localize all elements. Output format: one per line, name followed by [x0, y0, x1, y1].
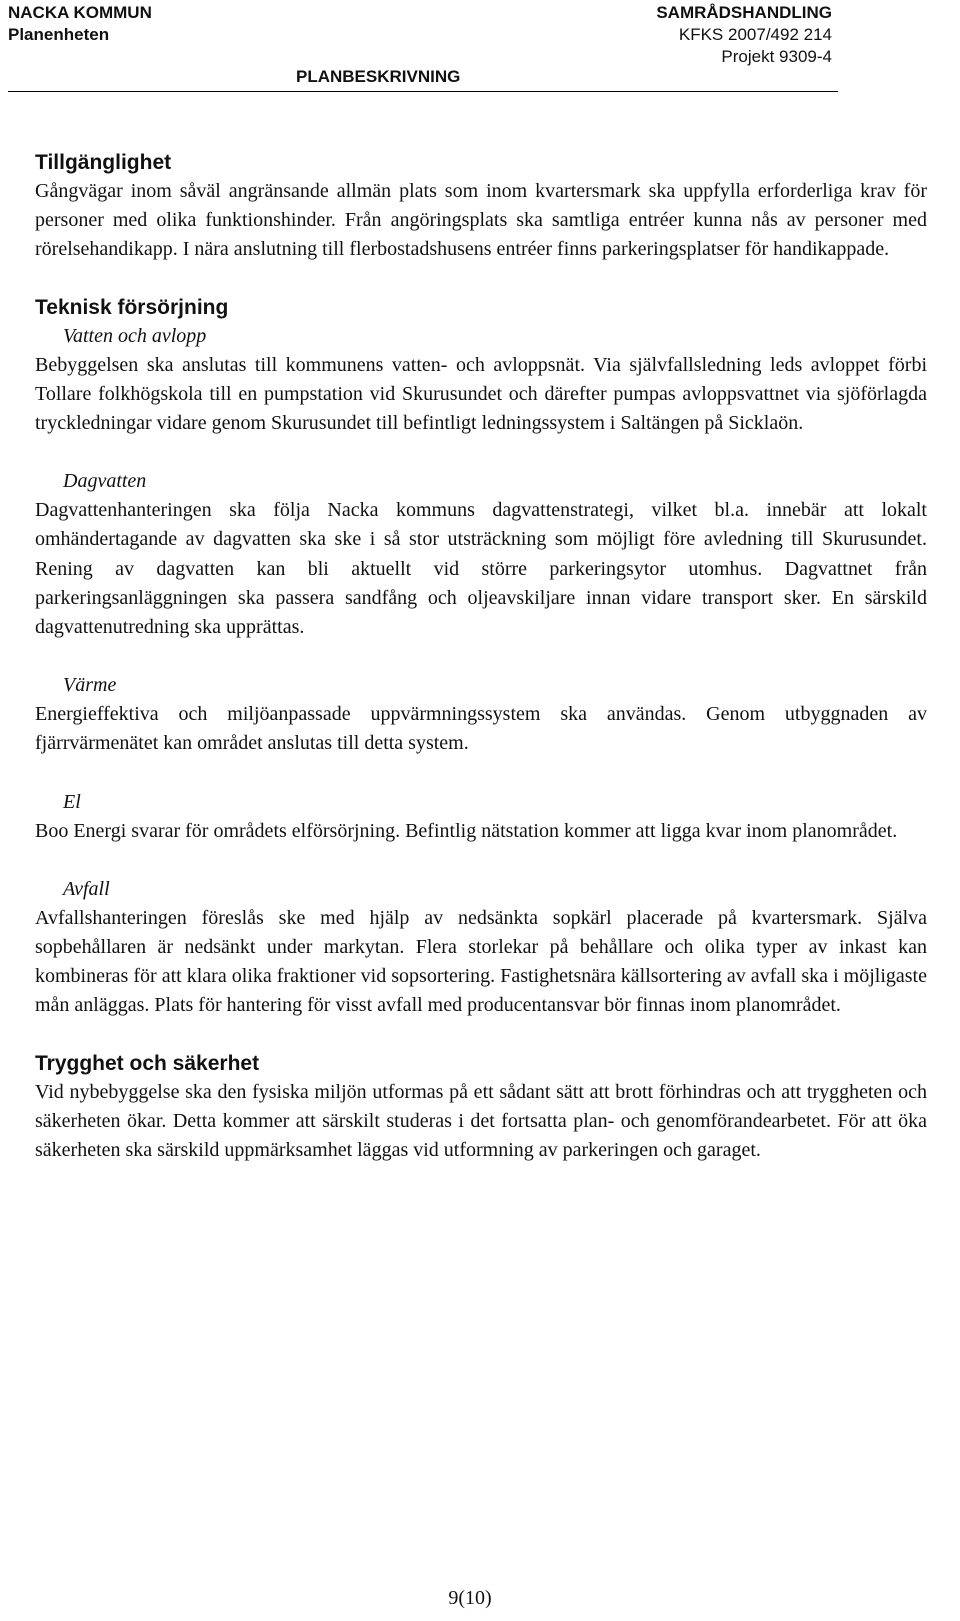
spacer — [35, 438, 927, 467]
paragraph-trygghet: Vid nybebyggelse ska den fysiska miljön utformas på ett sådant sätt att brott förhindras och att tryggheten och säkerheten ökar. Detta kommer att särskilt studeras i det fortsatta plan- och genomförandearbetet. För att öka säkerheten ska särskild uppmärksamhet läggas vid utformning av parkeringen och garaget. — [35, 1080, 927, 1162]
paragraph-vatten-avlopp: Bebyggelsen ska anslutas till kommunens vatten- och avloppsnät. Via självfallsledning leds avloppet förbi Tollare folkhögskola till en pumpstation vid Skurusundet och därefter pumpas avloppsvattnet via sjöförlagda tryckledningar vidare genom Skurusundet till befintligt ledningssystem i Saltängen på Sicklaön. — [35, 353, 927, 435]
section-heading-trygghet: Trygghet och säkerhet — [35, 1051, 260, 1075]
header-status: SAMRÅDSHANDLING — [656, 3, 832, 22]
spacer — [35, 642, 927, 671]
section-heading-teknisk: Teknisk försörjning — [35, 295, 229, 319]
spacer — [35, 759, 927, 788]
paragraph-dagvatten: Dagvattenhanteringen ska följa Nacka kommuns dagvattenstrategi, vilket bl.a. innebär att lokalt omhändertagande av dagvatten ska ske i så stor utsträckning som möjligt före avledning till Skurusundet. Rening av dagvatten kan bli aktuellt vid större parkeringsytor utomhus. Dagvattnet från parkeringsanläggningen ska passera sandfång och oljeavskiljare innan vidare transport sker. En särskild dagvattenutredning ska upprättas. — [35, 499, 927, 639]
header-organization: NACKA KOMMUN — [8, 3, 152, 22]
paragraph-avfall: Avfallshanteringen föreslås ske med hjälp av nedsänkta sopkärl placerade på kvartersmark. Själva sopbehållaren är nedsänkt under markytan. Flera storlekar på behållare och olika typer av inkast kan kombineras för att klara olika fraktioner vid sopsortering. Fastighetsnära källsortering av avfall ska i möjligaste mån anläggas. Plats för hantering för visst avfall med producentansvar bör finnas inom planområdet. — [35, 906, 927, 1017]
subheading-vatten-avlopp: Vatten och avlopp — [63, 324, 207, 347]
spacer — [35, 265, 927, 293]
header-divider — [8, 91, 838, 92]
subheading-varme: Värme — [63, 674, 117, 697]
section-heading-tillganglighet: Tillgänglighet — [35, 151, 172, 174]
subheading-dagvatten: Dagvatten — [63, 470, 147, 493]
header-unit: Planenheten — [8, 25, 110, 44]
header-document-type: PLANBESKRIVNING — [296, 67, 461, 86]
spacer — [35, 1021, 927, 1049]
page-number: 9(10) — [448, 1587, 492, 1609]
subheading-el: El — [63, 790, 81, 813]
paragraph-tillganglighet: Gångvägar inom såväl angränsande allmän plats som inom kvartersmark ska uppfylla erforderliga krav för personer med olika funktionshinder. Från angöringsplats ska samtliga entréer kunna nås av personer med rörelsehandikapp. I nära anslutning till flerbostadshusens entréer finns parkeringsplatser för handikappade. — [35, 180, 927, 261]
header-reference: KFKS 2007/492 214 — [678, 25, 832, 44]
document-body — [35, 148, 927, 1165]
subheading-avfall: Avfall — [63, 877, 110, 900]
paragraph-varme: Energieffektiva och miljöanpassade uppvärmningssystem ska användas. Genom utbyggnaden av fjärrvärmenätet kan området anslutas till detta system. — [35, 703, 927, 755]
header-project: Projekt 9309-4 — [721, 47, 832, 66]
paragraph-el: Boo Energi svarar för områdets elförsörjning. Befintlig nätstation kommer att ligga kvar inom planområdet. — [35, 819, 898, 842]
spacer — [35, 846, 927, 875]
